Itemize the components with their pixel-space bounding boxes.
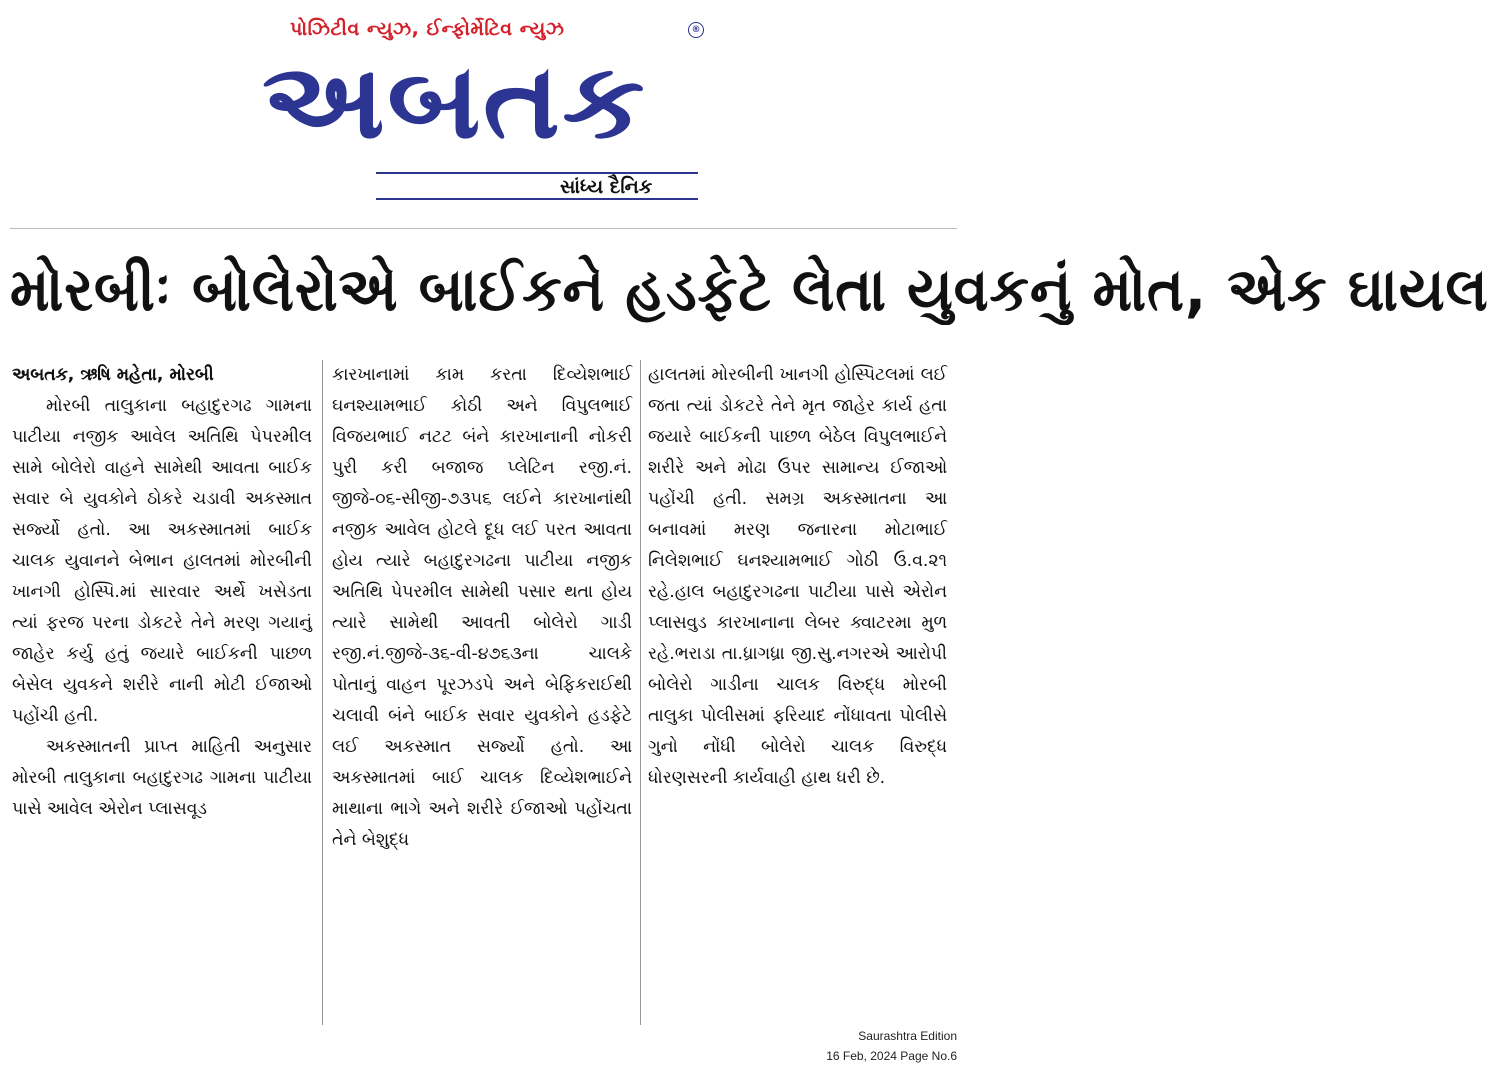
paragraph: અકસ્માતની પ્રાપ્ત માહિતી અનુસાર મોરબી તાલુકાના બહાદુરગઢ ગામના પાટીયા પાસે આવેલ એરોન પ્લાસવૂડ [12,737,312,819]
column-divider [322,360,323,1025]
edition-type: સાંધ્ય દૈનિક [560,176,653,198]
article-column-1 [12,360,312,1025]
date-page-label: 16 Feb, 2024 Page No.6 [826,1049,957,1063]
paragraph: મોરબી તાલુકાના બહાદુરગઢ ગામના પાટીયા નજીક આવેલ અતિથિ પેપરમીલ સામે બોલેરો વાહને સામેથી આવતા બાઈક સવાર બે યુવકોને ઠોકરે ચડાવી અકસ્માત સર્જ્યો હતો. આ અકસ્માતમાં બાઈક ચાલક યુવાનને બેભાન હાલતમાં મોરબીની ખાનગી હોસ્પિ.માં સારવાર અર્થે ખસેડતા ત્યાં ફરજ પરના ડોકટરે તેને મરણ ગયાનું જાહેર કર્યુ હતું જયારે બાઈકની પાછળ બેસેલ યુવકને શરીરે નાની મોટી ઈજાઓ પહોંચી હતી. [12,396,312,726]
masthead-rule-bottom [376,198,698,200]
edition-label: Saurashtra Edition [858,1029,957,1043]
masthead-tagline: પોઝિટીવ ન્યુઝ, ઈન્ફોર્મેટિવ ન્યુઝ [290,18,565,40]
article-headline: મોરબીઃ બોલેરોએ બાઈકને હડફેટે લેતા યુવકનું મોત, એક ઘાયલ [10,255,1489,325]
article-column-3 [648,360,947,1025]
column-divider [640,360,641,1025]
article-column-2 [332,360,632,1025]
registered-mark-icon: ® [688,22,704,38]
paragraph: હાલતમાં મોરબીની ખાનગી હોસ્પિટલમાં લઈ જતા ત્યાં ડોકટરે તેને મૃત જાહેર કાર્ય હતા જયારે બાઈકની પાછળ બેઠેલ વિપુલભાઈને શરીરે અને મોઢા ઉપર સામાન્ય ઈજાઓ પહોંચી હતી. સમગ્ર અકસ્માતના આ બનાવમાં મરણ જનારના મોટાભાઈ નિલેશભાઈ ઘનશ્યામભાઈ ગોઠી ઉ.વ.૨૧ રહે.હાલ બહાદુરગઢના પાટીયા પાસે એરોન પ્લાસવુડ કારખાનાના લેબર ક્વાટરમા મુળ રહે.ભરાડા તા.ધ્રાગધ્રા જી.સુ.નગરએ આરોપી બોલેરો ગાડીના ચાલક વિરુદ્ધ મોરબી તાલુકા પોલીસમાં ફરિયાદ નોંધાવતા પોલીસે ગુનો નોંધી બોલેરો ચાલક વિરુદ્ધ ધોરણસરની કાર્યવાહી હાથ ધરી છે. [648,365,947,788]
paragraph: કારખાનામાં કામ કરતા દિવ્યેશભાઈ ઘનશ્યામભાઈ કોઠી અને વિપુલભાઈ વિજયભાઈ નટટ બંને કારખાનાની નોકરી પુરી કરી બજાજ પ્લેટિન રજી.નં. જીજે-૦૬-સીજી-૭૩૫૬ લઈને કારખાનાંથી નજીક આવેલ હોટલે દૂધ લઈ પરત આવતા હોય ત્યારે બહાદુરગઢના પાટીયા નજીક અતિથિ પેપરમીલ સામેથી પસાર થતા હોય ત્યારે સામેથી આવતી બોલેરો ગાડી રજી.નં.જીજે-૩૬-વી-૪૭૬૩ના ચાલકે પોતાનું વાહન પૂરઝડપે અને બેફિકરાઈથી ચલાવી બંને બાઈક સવાર યુવકોને હડફેટે લઈ અકસ્માત સર્જ્યો હતો. આ અકસ્માતમાં બાઈ ચાલક દિવ્યેશભાઈને માથાના ભાગે અને શરીરે ઈજાઓ પહોંચતા તેને બેશુદ્ધ [332,365,632,850]
article-body [10,360,947,1025]
masthead [0,0,967,215]
newspaper-logo: અબતક [262,40,647,162]
byline: અબતક, ઋષિ મહેતા, મોરબી [12,365,214,385]
page-footer [826,1026,957,1066]
divider [10,228,957,229]
masthead-rule [376,172,698,174]
